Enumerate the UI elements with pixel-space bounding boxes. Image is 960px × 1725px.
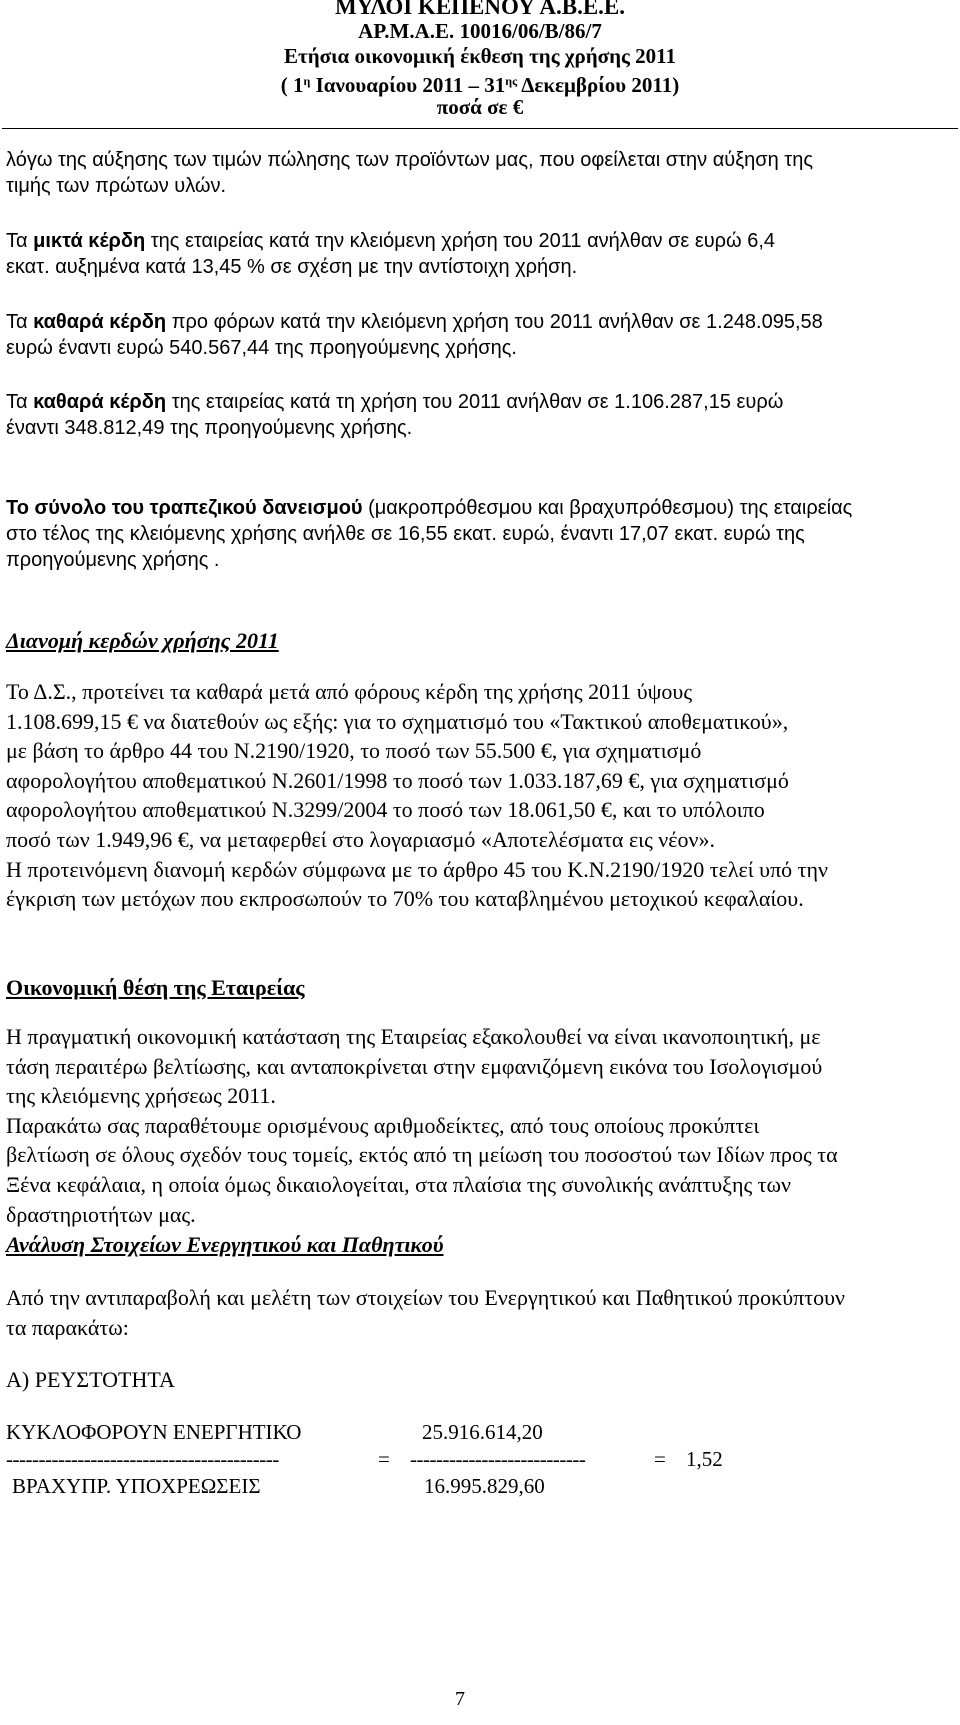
report-title: Ετήσια οικονομική έκθεση της χρήσης 2011 <box>284 44 676 68</box>
liquidity-ratio-value: 1,52 <box>686 1447 723 1471</box>
distribution-paragraph: Το Δ.Σ., προτείνει τα καθαρά μετά από φόρους κέρδη της χρήσης 2011 ύψους 1.108.699,15 € να διατεθούν ως εξής: για το σχηματισμό του «Τακτικού αποθεματικού», με βάση το άρθρο 44 του Ν.2190/1920, το ποσό των 55.500 €, για σχηματισμό αφορολογήτου αποθεματικού Ν.2601/1998 το ποσό των 1.033.187,69 €, για σχηματισμό αφορολογήτου αποθεματικού Ν.3299/2004 το ποσό των 18.061,50 €, και το υπόλοιπο ποσό των 1.949,96 €, να μεταφερθεί στο λογαριασμό «Αποτελέσματα εις νέον». Η προτεινόμενη διανομή κερδών σύμφωνα με το άρθρο 45 του Κ.Ν.2190/1920 τελεί υπό την έγκριση των μετόχων που εκπροσωπούν το 70% του καταβλημένου μετοχικού κεφαλαίου. <box>6 679 828 912</box>
currency-note: ποσά σε € <box>436 95 524 119</box>
gross-profit-paragraph: Τα μικτά κέρδη της εταιρείας κατά την κλειόμενη χρήση του 2011 ανήλθαν σε ευρώ 6,4 εκατ. αυξημένα κατά 13,45 % σε σχέση με την αντίστοιχη χρήση. <box>6 230 776 278</box>
equals-sign-1: = <box>378 1447 390 1471</box>
financial-position-title: Οικονομική θέση της Εταιρείας <box>6 975 305 1000</box>
header-divider <box>2 128 958 129</box>
liquidity-heading: Α) ΡΕΥΣΤΟΤΗΤΑ <box>6 1367 175 1392</box>
current-assets-value: 25.916.614,20 <box>422 1420 543 1444</box>
intro-paragraph: λόγω της αύξησης των τιμών πώλησης των προϊόντων μας, που οφείλεται στην αύξηση της τιμής των πρώτων υλών. <box>6 149 813 197</box>
fraction-bar-left: ------------------------------------------ <box>6 1447 279 1471</box>
analysis-title: Ανάλυση Στοιχείων Ενεργητικού και Παθητικού <box>6 1232 444 1257</box>
borrowing-paragraph: Το σύνολο του τραπεζικού δανεισμού (μακροπρόθεσμου και βραχυπρόθεσμου) της εταιρείας στο τέλος της κλειόμενης χρήσης ανήλθε σε 16,55 εκατ. ευρώ, έναντι 17,07 εκατ. ευρώ της προηγούμενης χρήσης . <box>6 497 853 571</box>
current-assets-label: ΚΥΚΛΟΦΟΡΟΥΝ ΕΝΕΡΓΗΤΙΚΟ <box>6 1420 302 1444</box>
current-liabilities-value: 16.995.829,60 <box>424 1474 545 1498</box>
current-liabilities-label: ΒΡΑΧΥΠΡ. ΥΠΟΧΡΕΩΣΕΙΣ <box>12 1474 261 1498</box>
financial-position-paragraph: Η πραγματική οικονομική κατάσταση της Εταιρείας εξακολουθεί να είναι ικανοποιητική, με τάση περαιτέρω βελτίωσης, και ανταποκρίνεται στην εμφανιζόμενη εικόνα του Ισολογισμού της κλειόμενης χρήσεως 2011. Παρακάτω σας παραθέτουμε ορισμένους αριθμοδείκτες, από τους οποίους προκύπτει βελτίωση σε όλους σχεδόν τους τομείς, εκτός από τη μείωση του ποσοστού των Ιδίων προς τα Ξένα κεφάλαια, η οποία όμως δικαιολογείται, στα πλαίσια της συνολικής ανάπτυξης των δραστηριοτήτων μας. <box>6 1024 838 1227</box>
fraction-bar-right: --------------------------- <box>410 1447 586 1471</box>
analysis-paragraph: Από την αντιπαραβολή και μελέτη των στοιχείων του Ενεργητικού και Παθητικού προκύπτουν τα παρακάτω: <box>6 1285 845 1340</box>
net-profit-paragraph: Τα καθαρά κέρδη της εταιρείας κατά τη χρήση του 2011 ανήλθαν σε 1.106.287,15 ευρώ έναντι 348.812,49 της προηγούμενης χρήσης. <box>6 391 784 439</box>
page-number: 7 <box>455 1688 465 1710</box>
pretax-profit-paragraph: Τα καθαρά κέρδη προ φόρων κατά την κλειόμενη χρήση του 2011 ανήλθαν σε 1.248.095,58 ευρώ έναντι ευρώ 540.567,44 της προηγούμενης χρήσης. <box>6 311 823 359</box>
distribution-title: Διανομή κερδών χρήσης 2011 <box>6 628 279 653</box>
report-period: ( $1^\eta$ Ιανουαρίου $2011 - 31^{\eta\varsigma}$ Δεκεμβρίου 2011) <box>280 73 680 97</box>
registry-number: ΑΡ.Μ.Α.Ε. 10016/06/Β/86/7 <box>358 19 602 43</box>
equals-sign-2: = <box>654 1447 666 1471</box>
company-name: ΜΥΛΟΙ ΚΕΠΕΝΟΥ Α.Β.Ε.Ε. <box>334 0 626 19</box>
